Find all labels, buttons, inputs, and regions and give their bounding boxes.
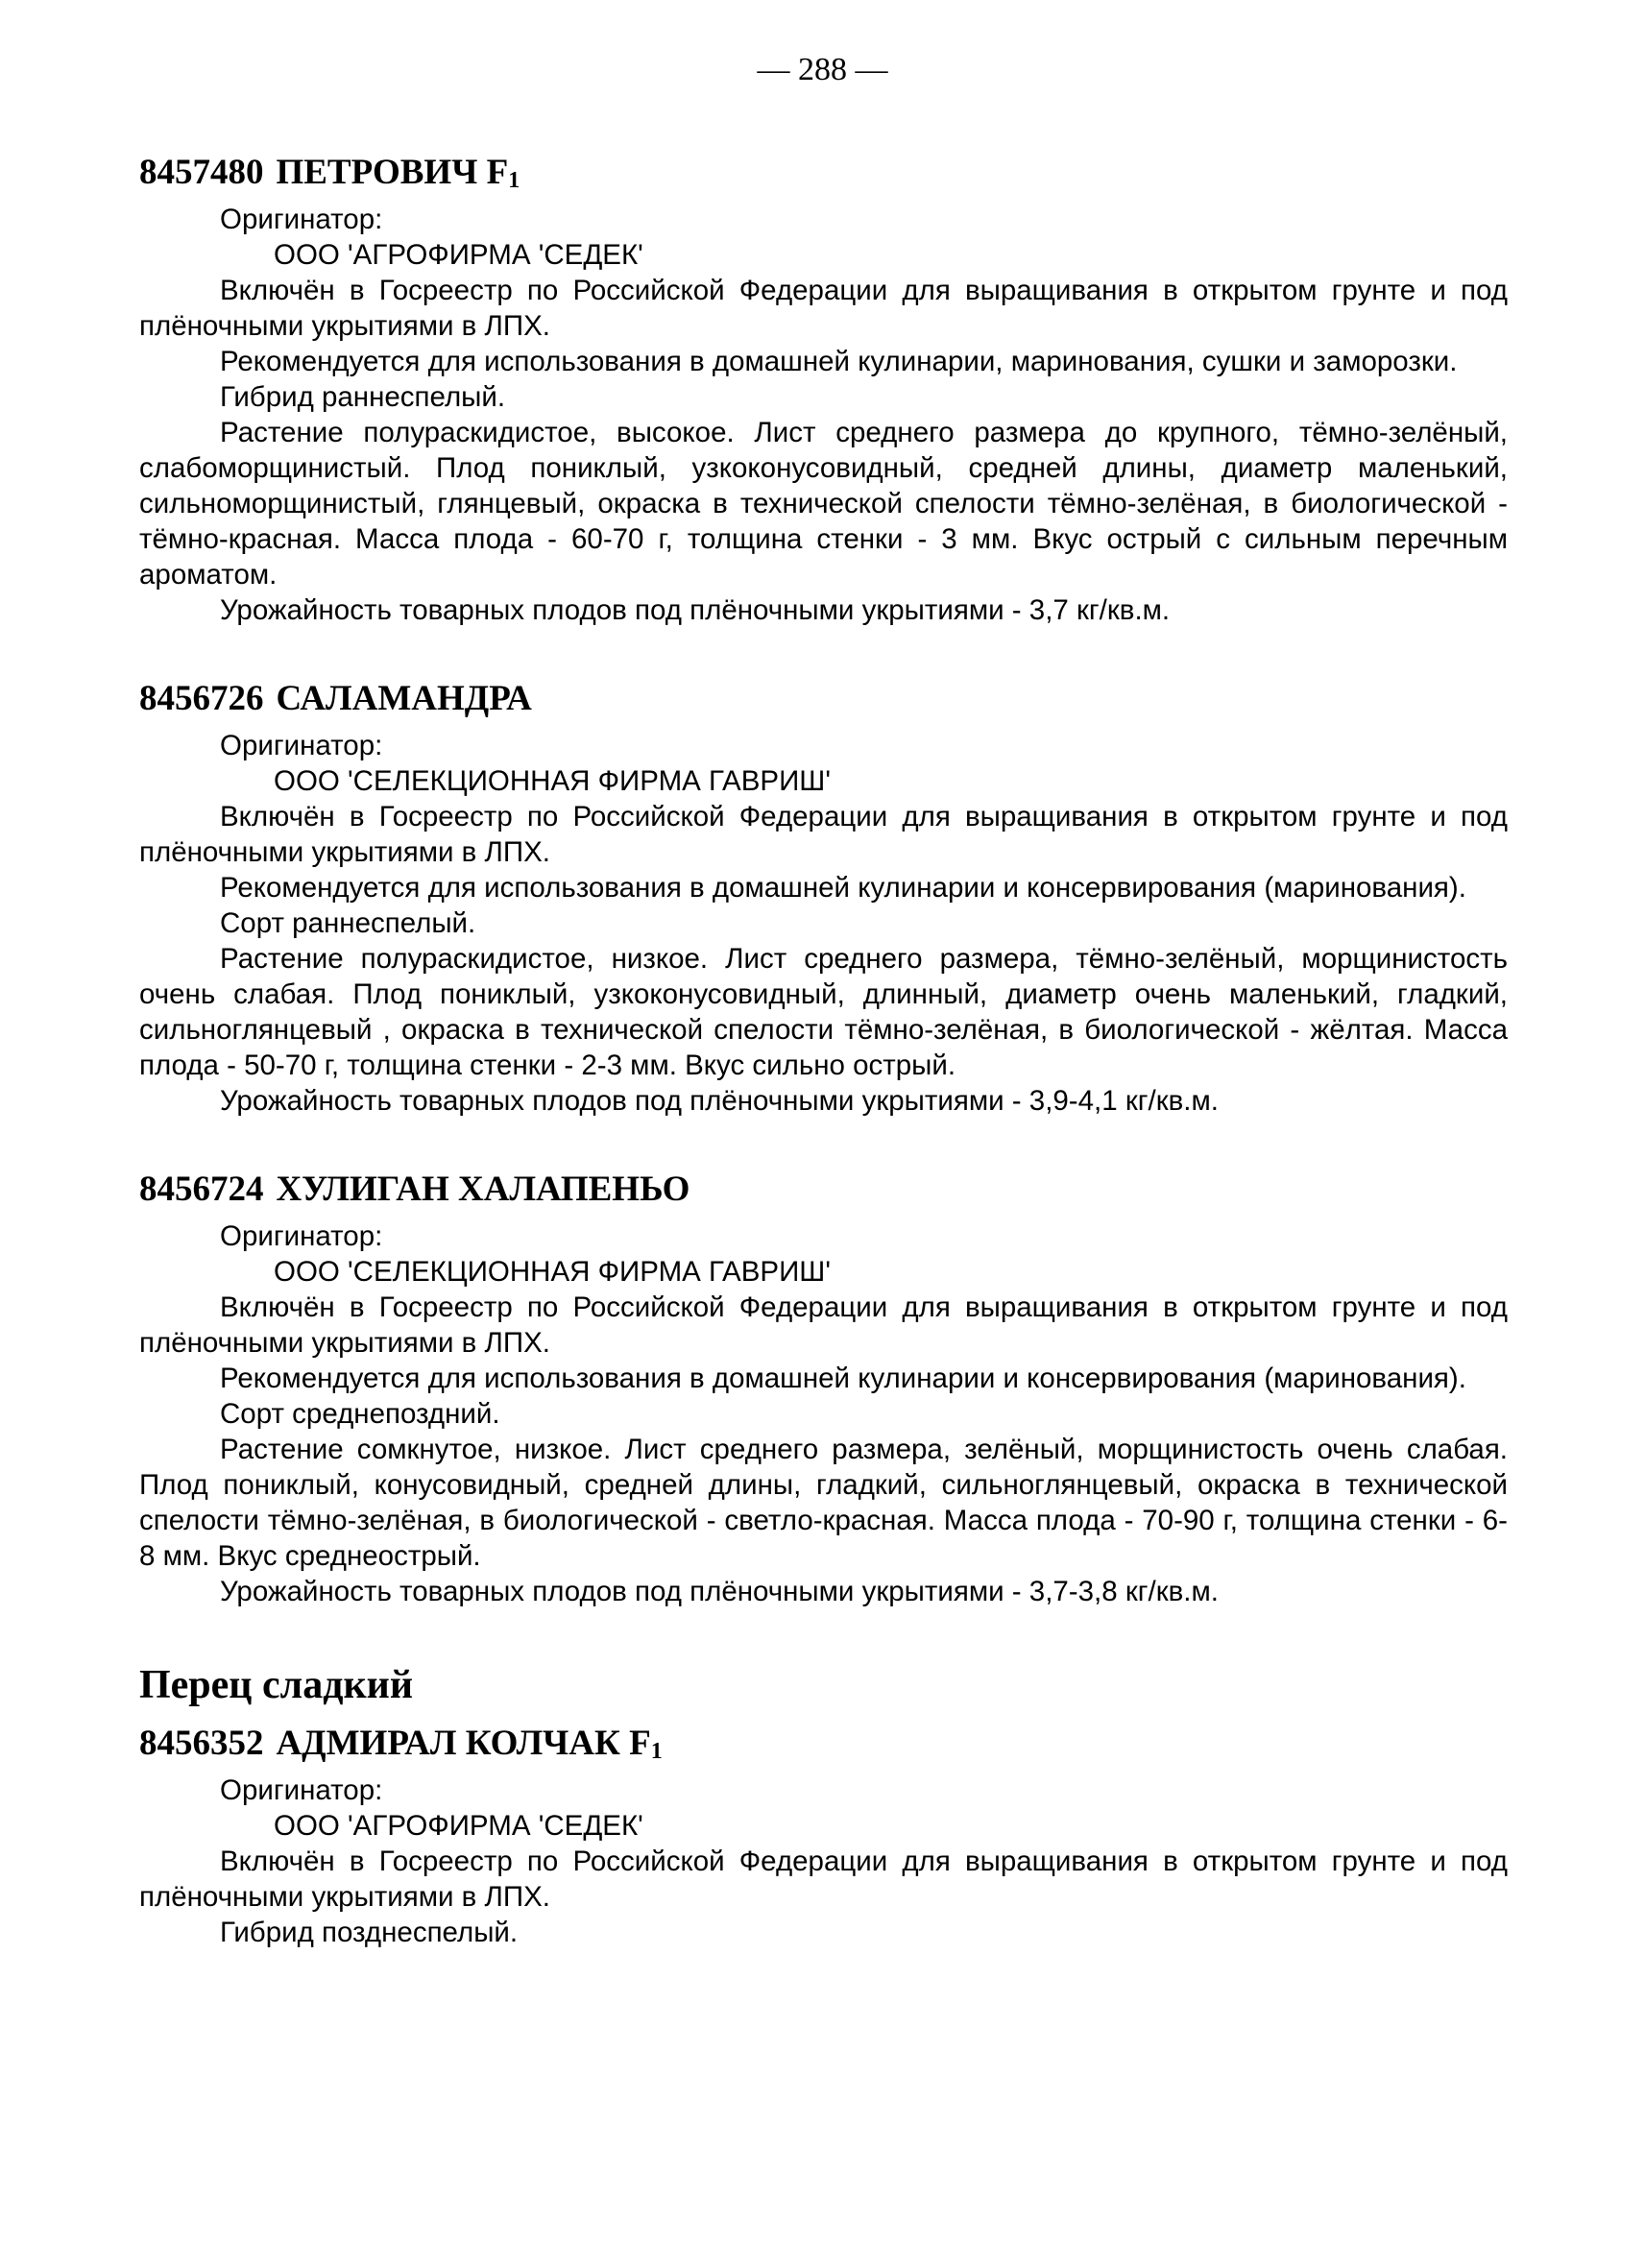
entries-hot-pepper [139,152,1508,1609]
description-paragraph: Гибрид раннеспелый. [220,381,506,413]
description-paragraph: Растение полураскидистое, низкое. Лист среднего размера, тёмно-зелёный, морщинистость очень слабая. Плод пониклый, узкоконусовидный, длинный, диаметр очень маленький, гладкий, сильноглянцевый , окраска в технической спелости тёмно-зелёная, в биологической - жёлтая. Масса плода - 50-70 г, толщина стенки - 2-3 мм. Вкус сильно острый. [139,943,1508,1081]
originator-label: Оригинатор: [220,730,383,761]
description-paragraph: Гибрид позднеспелый. [220,1917,519,1948]
description-paragraph: Включён в Госреестр по Российской Федерации для выращивания в открытом грунте и под плёночными укрытиями в ЛПХ. [139,1846,1508,1913]
hybrid-subscript: 1 [508,168,520,193]
variety-name: ПЕТРОВИЧ F [276,153,509,192]
originator-name: ООО 'СЕЛЕКЦИОННАЯ ФИРМА ГАВРИШ' [274,765,831,797]
page-number: — 288 — [757,52,888,87]
variety-entry [139,1169,1508,1609]
variety-title [139,152,1508,194]
description-paragraph: Включён в Госреестр по Российской Федерации для выращивания в открытом грунте и под плёночными укрытиями в ЛПХ. [139,275,1508,342]
hybrid-subscript: 1 [650,1739,663,1764]
description-paragraph: Урожайность товарных плодов под плёночными укрытиями - 3,9-4,1 кг/кв.м. [220,1085,1219,1117]
variety-code: 8457480 [139,153,264,192]
variety-name: САЛАМАНДРА [276,679,532,718]
originator-name: ООО 'АГРОФИРМА 'СЕДЕК' [274,1810,643,1842]
originator-label: Оригинатор: [220,1220,383,1252]
description-paragraph: Рекомендуется для использования в домашней кулинарии и консервирования (маринования). [220,872,1466,904]
originator-label: Оригинатор: [220,204,383,235]
variety-name: ХУЛИГАН ХАЛАПЕНЬО [276,1170,690,1209]
variety-code: 8456352 [139,1724,264,1763]
variety-entry [139,152,1508,628]
description-paragraph: Растение полураскидистое, высокое. Лист среднего размера до крупного, тёмно-зелёный, слабоморщинистый. Плод пониклый, узкоконусовидный, средней длины, диаметр маленький, сильноморщинистый, глянцевый, окраска в технической спелости тёмно-зелёная, в биологической - тёмно-красная. Масса плода - 60-70 г, толщина стенки - 3 мм. Вкус острый с сильным перечным ароматом. [139,417,1508,591]
description-paragraph: Урожайность товарных плодов под плёночными укрытиями - 3,7 кг/кв.м. [220,594,1171,626]
description-paragraph: Сорт среднепоздний. [220,1398,500,1430]
description-paragraph: Рекомендуется для использования в домашней кулинарии, маринования, сушки и заморозки. [220,346,1458,377]
entries-sweet-pepper [139,1723,1508,1950]
variety-title [139,1169,1508,1211]
variety-code: 8456724 [139,1170,264,1209]
variety-entry [139,1723,1508,1950]
description-paragraph: Урожайность товарных плодов под плёночными укрытиями - 3,7-3,8 кг/кв.м. [220,1576,1219,1607]
description-paragraph: Сорт раннеспелый. [220,907,476,939]
variety-title [139,1723,1508,1765]
variety-name: АДМИРАЛ КОЛЧАК F [276,1724,651,1763]
variety-code: 8456726 [139,679,264,718]
section-title: Перец сладкий [139,1663,414,1707]
variety-title [139,678,1508,720]
description-paragraph: Включён в Госреестр по Российской Федерации для выращивания в открытом грунте и под плёночными укрытиями в ЛПХ. [139,801,1508,868]
originator-name: ООО 'СЕЛЕКЦИОННАЯ ФИРМА ГАВРИШ' [274,1256,831,1288]
description-paragraph: Растение сомкнутое, низкое. Лист среднего размера, зелёный, морщинистость очень слабая. Плод пониклый, конусовидный, средней длины, гладкий, сильноглянцевый, окраска в технической спелости тёмно-зелёная, в биологической - светло-красная. Масса плода - 70-90 г, толщина стенки - 6-8 мм. Вкус среднеострый. [139,1434,1508,1572]
originator-label: Оригинатор: [220,1774,383,1806]
originator-name: ООО 'АГРОФИРМА 'СЕДЕК' [274,239,643,271]
description-paragraph: Рекомендуется для использования в домашней кулинарии и консервирования (маринования). [220,1363,1466,1394]
variety-entry [139,678,1508,1119]
document-body [139,152,1508,2000]
description-paragraph: Включён в Госреестр по Российской Федерации для выращивания в открытом грунте и под плёночными укрытиями в ЛПХ. [139,1291,1508,1359]
